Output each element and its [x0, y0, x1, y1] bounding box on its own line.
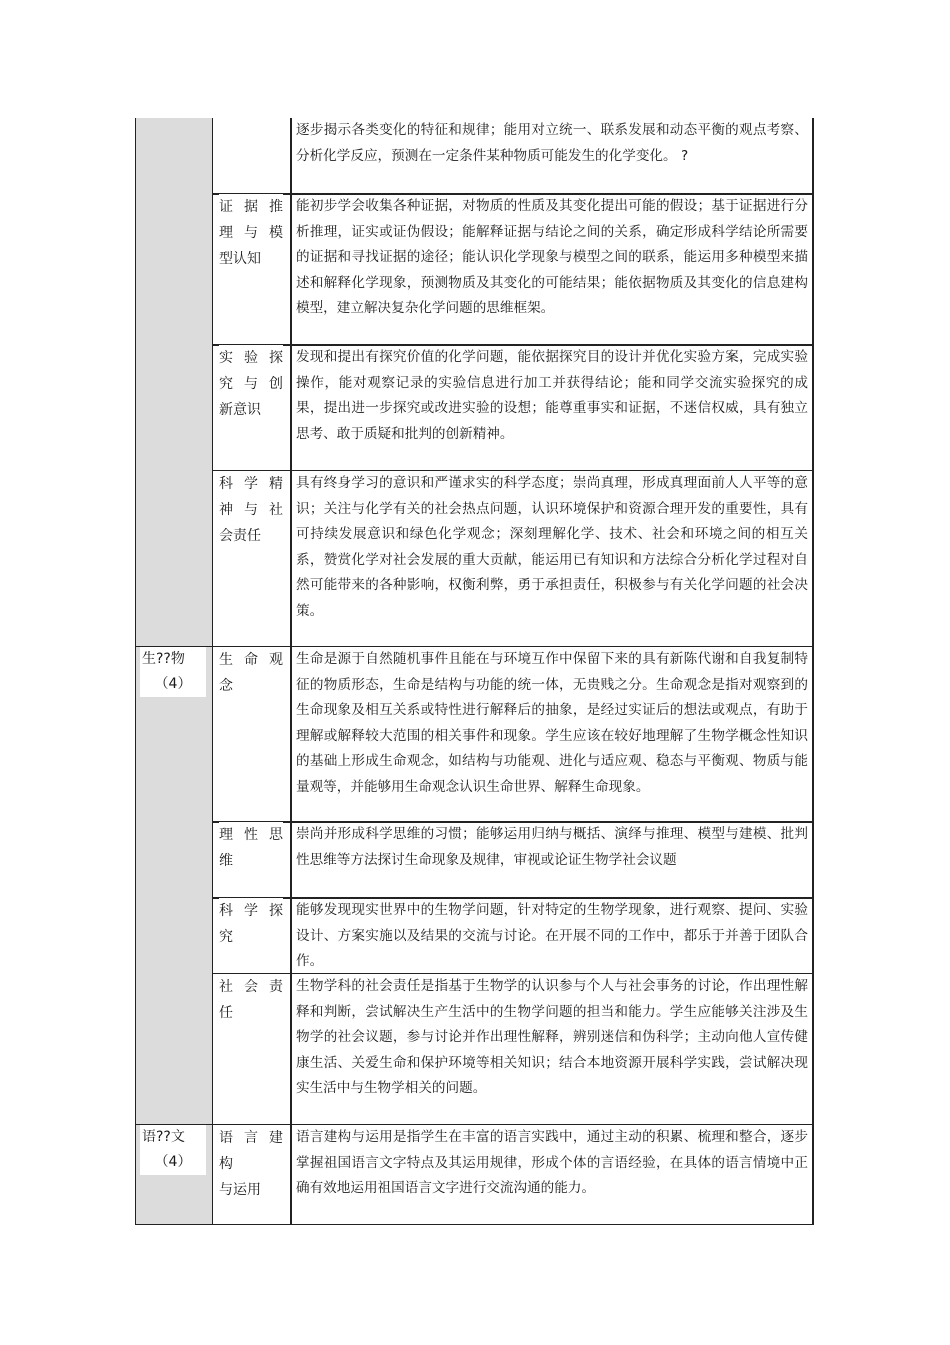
category-line: 究 [219, 929, 233, 945]
competency-description: 语言建构与运用是指学生在丰富的语言实践中，通过主动的积累、梳理和整合，逐步掌握祖国语言文字特点及其运用规律，形成个体的言语经验，在具体的语言情境中正确有效地运用祖国语言文字进行交流沟通的能力。 [296, 1129, 808, 1196]
category-line: 理性思 [219, 827, 283, 843]
competency-category [219, 822, 283, 874]
competency-category [219, 1125, 283, 1203]
competency-category [219, 898, 283, 950]
category-line: 型认知 [219, 251, 261, 267]
category-line: 与运用 [219, 1182, 261, 1198]
competency-description: 具有终身学习的意识和严谨求实的科学态度；崇尚真理，形成真理面前人人平等的意识；关注与化学有关的社会热点问题，认识环境保护和资源合理开发的重要性，具有可持续发展意识和绿色化学观念；深刻理解化学、技术、社会和环境之间的相互关系，赞赏化学对社会发展的重大贡献，能运用已有知识和方法综合分析化学过程对自然可能带来的各种影响，权衡利弊，勇于承担责任，积极参与有关化学问题的社会决策。 [296, 475, 808, 619]
category-line: 科学探 [219, 903, 283, 919]
category-line: 理与模 [219, 225, 283, 241]
table-border-right [812, 118, 814, 1225]
category-line: 语言建 [219, 1130, 283, 1146]
competency-category [219, 647, 283, 699]
competency-description: 逐步揭示各类变化的特征和规律；能用对立统一、联系发展和动态平衡的观点考察、分析化学反应，预测在一定条件某种物质可能发生的化学变化。 ? [296, 122, 808, 164]
subject-count: （4） [140, 1150, 206, 1175]
competency-category [219, 471, 283, 549]
competency-description: 生物学科的社会责任是指基于生物学的认识参与个人与社会事务的讨论，作出理性解释和判断，尝试解决生产生活中的生物学问题的担当和能力。学生应能够关注涉及生物学的社会议题，参与讨论并作出理性解释，辨别迷信和伪科学；主动向他人宣传健康生活、关爱生命和保护环境等相关知识；结合本地资源开展科学实践，尝试解决现实生活中与生物学相关的问题。 [296, 978, 808, 1096]
competency-table [135, 118, 815, 1225]
category-line: 维 [219, 853, 233, 869]
competency-description: 生命是源于自然随机事件且能在与环境互作中保留下来的具有新陈代谢和自我复制特征的物质形态，生命是结构与功能的统一体，无贵贱之分。生命观念是指对观察到的生命现象及相互关系或特性进行解释后的抽象，是经过实证后的想法或观点，有助于理解或解释较大范围的相关事件和现象。学生应该在较好地理解了生物学概念性知识的基础上形成生命观念，如结构与功能观、进化与适应观、稳态与平衡观、物质与能量观等，并能够用生命观念认识生命世界、解释生命现象。 [296, 651, 808, 795]
category-line: 构 [219, 1156, 233, 1172]
competency-description: 能够发现现实世界中的生物学问题，针对特定的生物学现象，进行观察、提问、实验设计、方案实施以及结果的交流与讨论。在开展不同的工作中，都乐于并善于团队合作。 [296, 902, 808, 969]
competency-category [219, 194, 283, 272]
category-line: 任 [219, 1005, 233, 1021]
category-line: 科学精 [219, 476, 283, 492]
subject-name: 生??物 [140, 647, 206, 672]
category-line: 社会责 [219, 979, 283, 995]
category-line: 证据推 [219, 199, 283, 215]
subject-count: （4） [140, 672, 206, 697]
competency-description: 发现和提出有探究价值的化学问题，能依据探究目的设计并优化实验方案，完成实验操作，能对观察记录的实验信息进行加工并获得结论；能和同学交流实验探究的成果，提出进一步探究或改进实验的设想；能尊重事实和证据，不迷信权威，具有独立思考、敢于质疑和批判的创新精神。 [296, 349, 808, 442]
competency-category [219, 345, 283, 423]
subject-name: 语??文 [140, 1125, 206, 1150]
subject-cell-chinese [136, 1125, 210, 1175]
category-line: 神与社 [219, 502, 283, 518]
table-border-bottom [135, 1224, 814, 1225]
category-line: 实验探 [219, 350, 283, 366]
column-divider [290, 118, 292, 1225]
category-line: 会责任 [219, 528, 261, 544]
competency-description: 崇尚并形成科学思维的习惯；能够运用归纳与概括、演绎与推理、模型与建模、批判性思维等方法探讨生命现象及规律，审视或论证生物学社会议题 [296, 826, 808, 868]
category-line: 新意识 [219, 402, 261, 418]
competency-category [219, 974, 283, 1026]
category-line: 念 [219, 678, 233, 694]
column-divider [212, 118, 213, 1225]
subject-cell-biology [136, 647, 210, 697]
category-line: 生命观 [219, 652, 283, 668]
competency-description: 能初步学会收集各种证据，对物质的性质及其变化提出可能的假设；基于证据进行分析推理，证实或证伪假设；能解释证据与结论之间的关系，确定形成科学结论所需要的证据和寻找证据的途径；能认识化学现象与模型之间的联系，能运用多种模型来描述和解释化学现象，预测物质及其变化的可能结果；能依据物质及其变化的信息建构模型，建立解决复杂化学问题的思维框架。 [296, 198, 808, 316]
category-line: 究与创 [219, 376, 283, 392]
